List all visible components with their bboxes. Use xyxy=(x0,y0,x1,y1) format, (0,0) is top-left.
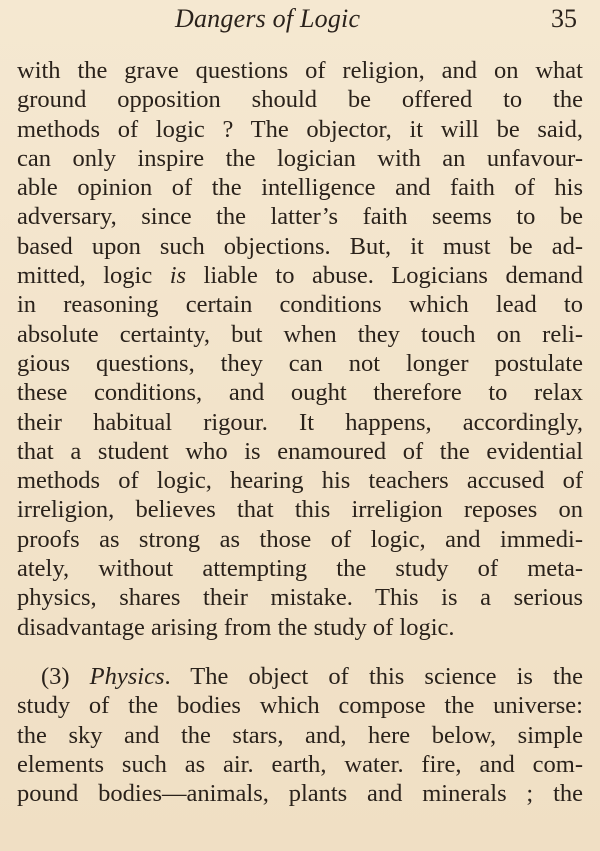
text-line: methods of logic, hearing his teachers accused of xyxy=(17,467,583,495)
running-head-title: Dangers of Logic xyxy=(175,4,361,33)
page-number: 35 xyxy=(551,4,577,33)
text-line: ately, without attempting the study of meta- xyxy=(17,555,583,583)
text-line: ground opposition should be offered to the xyxy=(17,86,583,114)
text-line: irreligion, believes that this irreligion reposes on xyxy=(17,496,583,524)
text-line: these conditions, and ought therefore to relax xyxy=(17,379,583,407)
text-line: able opinion of the intelligence and faith of his xyxy=(17,174,583,202)
text-line: pound bodies—animals, plants and minerals ; the xyxy=(17,780,583,808)
paragraph-gap xyxy=(17,642,583,662)
text-line: study of the bodies which compose the universe: xyxy=(17,692,583,720)
text-line: that a student who is enamoured of the evidential xyxy=(17,437,583,465)
text-line: in reasoning certain conditions which lead to xyxy=(17,291,583,319)
text-line: their habitual rigour. It happens, accordingly, xyxy=(17,408,583,436)
text-line: based upon such objections. But, it must be ad- xyxy=(17,232,583,260)
text-line: methods of logic ? The objector, it will be said, xyxy=(17,115,583,143)
text-line: can only inspire the logician with an unfavour- xyxy=(17,144,583,172)
text-line: gious questions, they can not longer postulate xyxy=(17,349,583,377)
text-line: proofs as strong as those of logic, and immedi- xyxy=(17,525,583,553)
text-line: (3) Physics. The object of this science is the xyxy=(41,662,583,690)
text-line: mitted, logic is liable to abuse. Logicians demand xyxy=(17,262,583,290)
text-line: elements such as air. earth, water. fire, and com- xyxy=(17,750,583,778)
text-line: adversary, since the latter’s faith seems to be xyxy=(17,203,583,231)
text-line: disadvantage arising from the study of logic. xyxy=(17,613,455,641)
running-head xyxy=(0,4,600,38)
text-line: the sky and the stars, and, here below, simple xyxy=(17,721,583,749)
text-line: physics, shares their mistake. This is a serious xyxy=(17,584,583,612)
text-line: with the grave questions of religion, and on what xyxy=(17,57,583,84)
text-line: absolute certainty, but when they touch on reli- xyxy=(17,320,583,348)
body-text xyxy=(17,56,583,808)
